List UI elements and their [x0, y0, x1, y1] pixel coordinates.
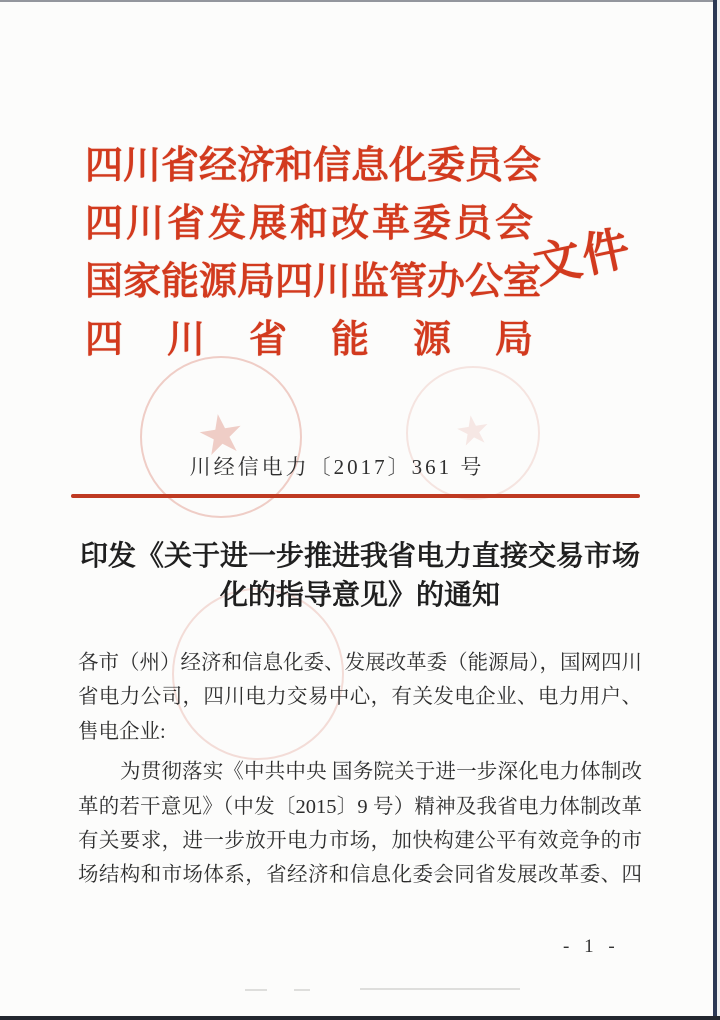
document-title-line-1: 印发《关于进一步推进我省电力直接交易市场: [79, 541, 640, 572]
star-icon: ★: [451, 405, 495, 457]
letterhead-agency-3: 国家能源局四川监管办公室: [85, 261, 542, 303]
scan-edge-top: [0, 0, 720, 2]
star-icon: ★: [192, 399, 250, 470]
paragraph-line: 场结构和市场体系，省经济和信息化委会同省发展改革委、四: [78, 864, 642, 887]
letterhead-agency-1: 四川省经济和信息化委员会: [85, 145, 542, 187]
paragraph-line: 为贯彻落实《中共中央 国务院关于进一步深化电力体制改: [120, 761, 642, 784]
scan-artifact: [245, 989, 267, 991]
letterhead: [85, 137, 542, 369]
scan-artifact: [360, 988, 520, 990]
page-number: - 1 -: [563, 936, 620, 957]
document-title-line-2: 化的指导意见》的通知: [219, 580, 500, 611]
salutation-line: 省电力公司，四川电力交易中心，有关发电企业、电力用户、: [78, 686, 642, 709]
salutation-line: 售电企业:: [78, 720, 166, 743]
scan-edge-bottom: [0, 1016, 720, 1020]
letterhead-agency-4: 四川省能源局: [85, 319, 533, 361]
red-divider-rule: [71, 494, 640, 498]
document-title: [75, 537, 645, 615]
letterhead-agency-2: 四川省发展和改革委员会: [85, 203, 533, 245]
paragraph-line: 革的若干意见》（中发〔2015〕9 号）精神及我省电力体制改革: [78, 795, 642, 818]
salutation-line: 各市（州）经济和信息化委、发展改革委（能源局），国网四川: [78, 652, 642, 674]
paragraph-line: 有关要求，进一步放开电力市场，加快构建公平有效竞争的市: [78, 830, 642, 853]
scan-artifact: [294, 989, 310, 991]
document-body: [78, 646, 642, 893]
document-reference-number: 川经信电力〔2017〕361 号: [189, 455, 485, 479]
scan-edge-right: [713, 0, 717, 1020]
document-type-label: 文件: [529, 222, 637, 294]
